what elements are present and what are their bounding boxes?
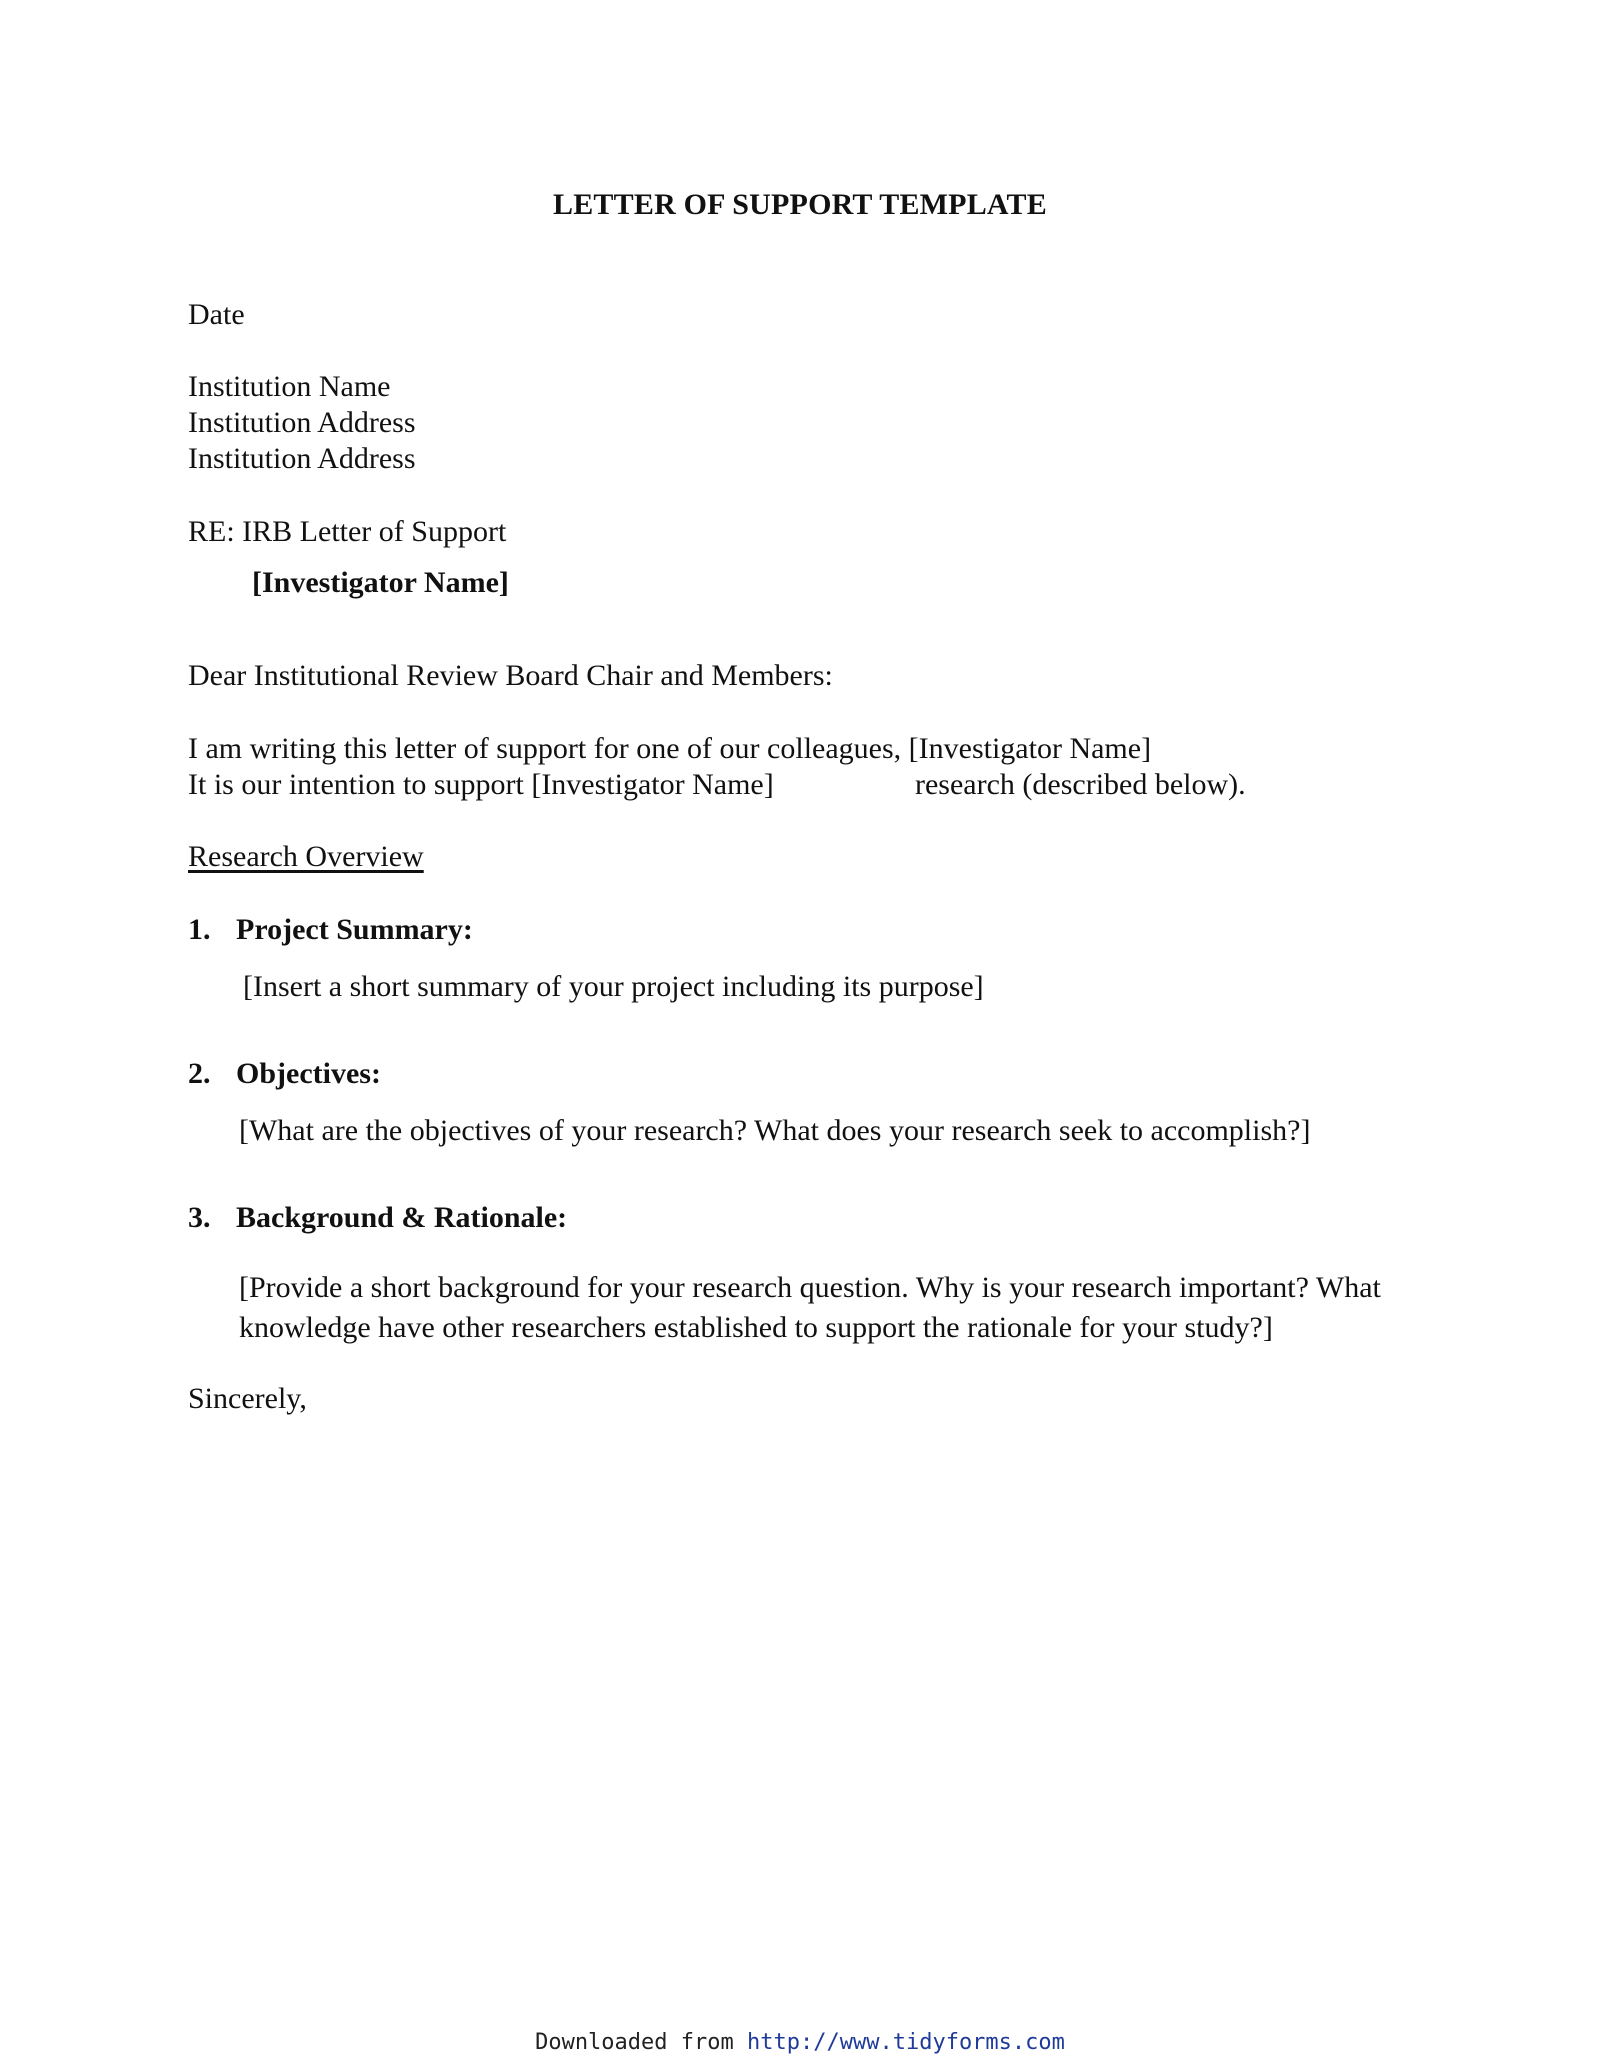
intro-investigator-field-1: [Investigator Name] [908, 732, 1152, 765]
item-1-text: [Insert a short summary of your project including its purpose] [243, 970, 984, 1003]
re-investigator-name: [Investigator Name] [252, 566, 509, 599]
footer [0, 2032, 1600, 2054]
intro-investigator-field-2: [Investigator Name] [531, 768, 774, 801]
re-line: RE: IRB Letter of Support [188, 515, 507, 548]
item-2-heading [188, 1059, 381, 1089]
intro-line-2-end: research (described below). [915, 768, 1246, 801]
item-3-text: [Provide a short background for your research question. Why is your research important? What knowledge have other researchers established to support the rationale for your study?] [239, 1271, 1381, 1344]
intro-line-1-text: I am writing this letter of support for one of our colleagues, [188, 732, 902, 765]
item-1-heading [188, 915, 473, 945]
item-1-number: 1. [188, 913, 211, 946]
item-2-heading-text: Objectives: [236, 1057, 381, 1090]
closing: Sincerely, [188, 1382, 307, 1415]
item-2-text: [What are the objectives of your research? What does your research seek to accomplish?] [239, 1114, 1311, 1147]
footer-link[interactable]: http://www.tidyforms.com [747, 2030, 1065, 2055]
salutation: Dear Institutional Review Board Chair and Members: [188, 659, 833, 692]
intro-line-2 [188, 770, 774, 800]
document-title: LETTER OF SUPPORT TEMPLATE [553, 188, 1047, 221]
institution-address-2: Institution Address [188, 442, 416, 475]
item-3-heading-text: Background & Rationale: [236, 1201, 568, 1234]
section-heading-research-overview: Research Overview [188, 840, 424, 873]
item-3-heading [188, 1203, 567, 1233]
date-label: Date [188, 298, 245, 331]
institution-name: Institution Name [188, 370, 391, 403]
item-1-heading-text: Project Summary: [236, 913, 473, 946]
item-2-number: 2. [188, 1057, 211, 1090]
item-3-number: 3. [188, 1201, 211, 1234]
footer-prefix: Downloaded from [535, 2030, 734, 2055]
institution-address-1: Institution Address [188, 406, 416, 439]
intro-line-1 [188, 734, 1151, 764]
intro-line-2-text: It is our intention to support [188, 768, 524, 801]
